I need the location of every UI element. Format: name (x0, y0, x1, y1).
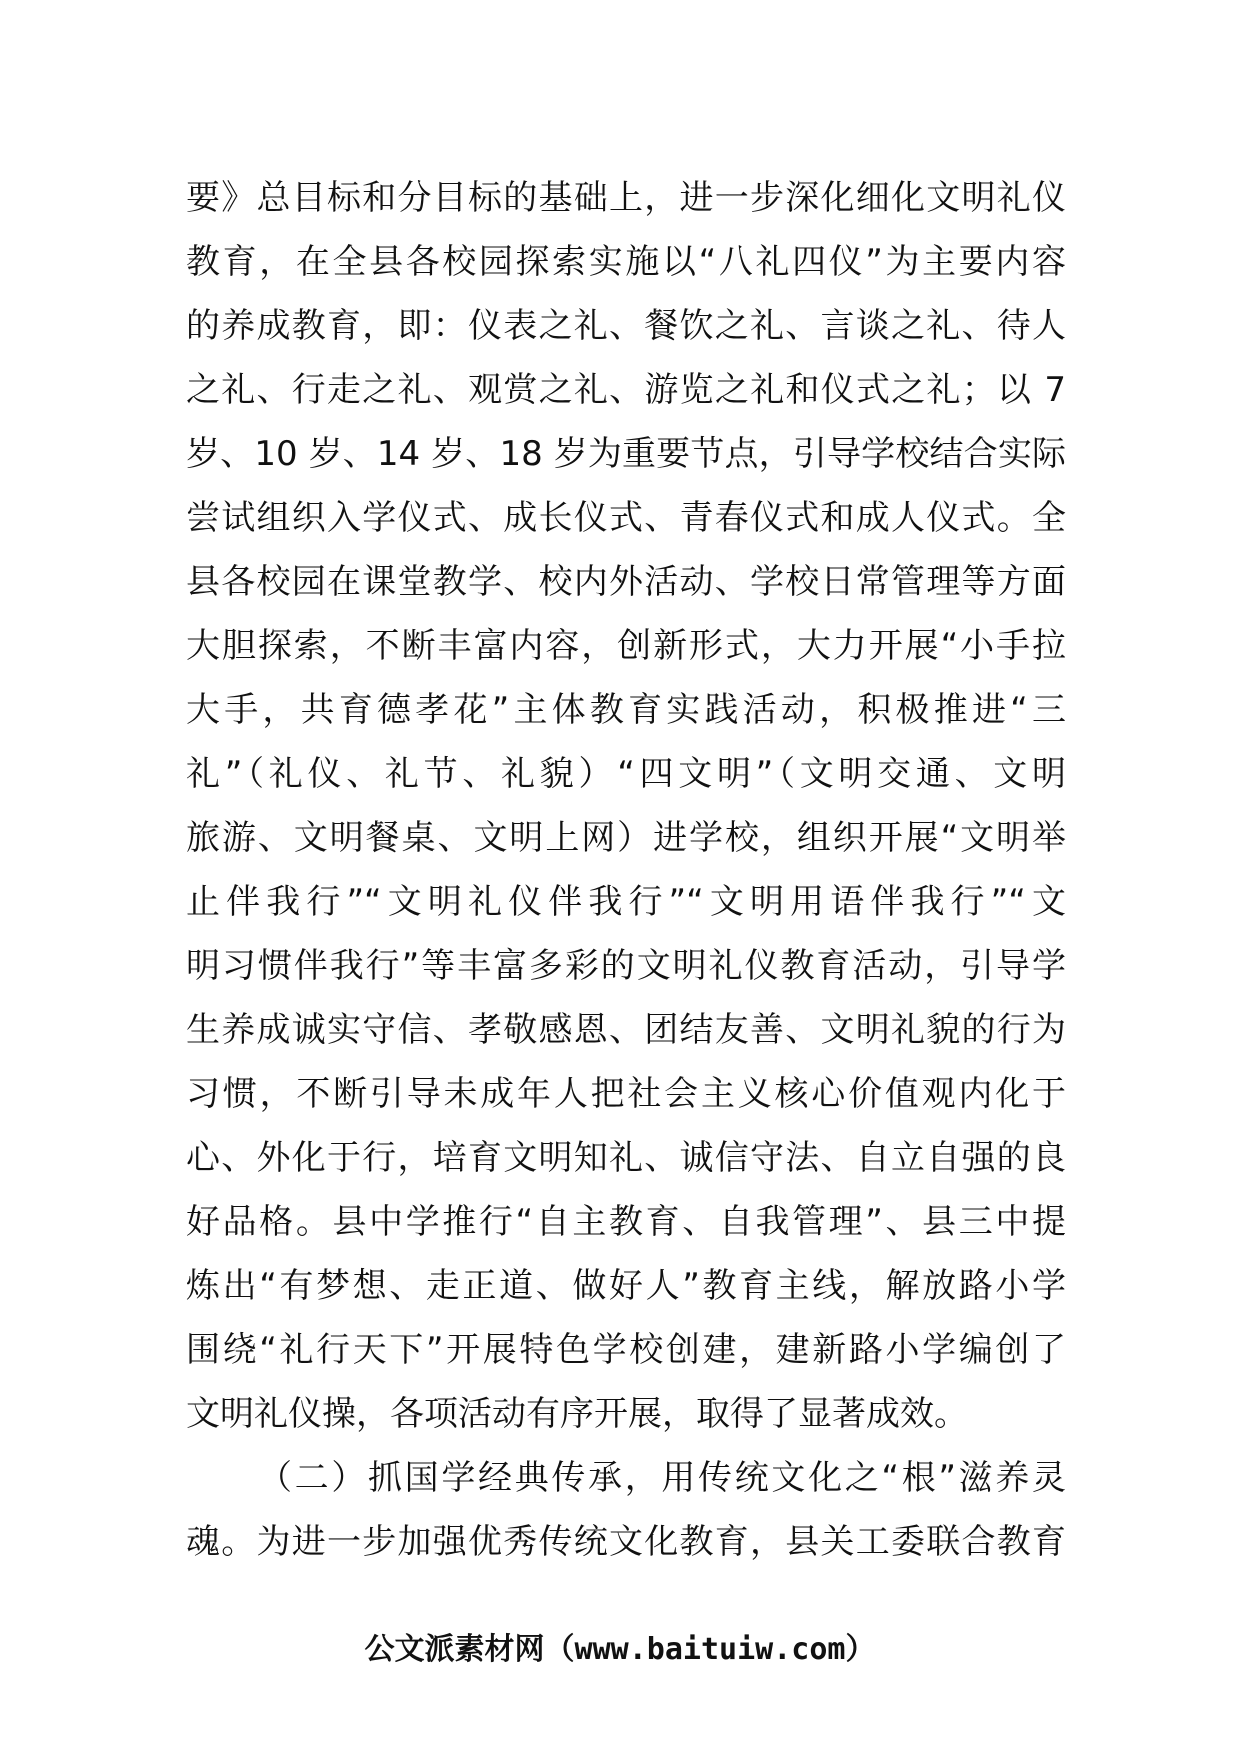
paragraph-line: 围绕“礼行天下”开展特色学校创建，建新路小学编创了 (186, 1330, 1066, 1370)
paragraph-line: 文明礼仪操，各项活动有序开展，取得了显著成效。 (186, 1394, 968, 1434)
paragraph-line: 好品格。县中学推行“自主教育、自我管理”、县三中提 (186, 1202, 1066, 1242)
paragraph-line: 习惯，不断引导未成年人把社会主义核心价值观内化于 (186, 1074, 1066, 1114)
paragraph-line: 心、外化于行，培育文明知礼、诚信守法、自立自强的良 (186, 1138, 1066, 1178)
paragraph-line: 礼”（礼仪、礼节、礼貌）“四文明”（文明交通、文明 (186, 754, 1066, 794)
footer-close-paren: ） (845, 1632, 876, 1667)
paragraph-line: 炼出“有梦想、走正道、做好人”教育主线，解放路小学 (186, 1266, 1066, 1306)
paragraph-line: 大手，共育德孝花”主体教育实践活动，积极推进“三 (186, 690, 1066, 730)
paragraph-line: 岁、10 岁、14 岁、18 岁为重要节点，引导学校结合实际 (186, 434, 1066, 474)
paragraph-line: 尝试组织入学仪式、成长仪式、青春仪式和成人仪式。全 (186, 498, 1066, 538)
paragraph-line: 止伴我行”“文明礼仪伴我行”“文明用语伴我行”“文 (186, 882, 1066, 922)
section-heading-line: （二）抓国学经典传承，用传统文化之“根”滋养灵 (258, 1458, 1066, 1498)
paragraph-line: 教育，在全县各校园探索实施以“八礼四仪”为主要内容 (186, 242, 1066, 282)
footer-site-name: 公文派素材网（ (364, 1632, 575, 1667)
paragraph-line: 大胆探索，不断丰富内容，创新形式，大力开展“小手拉 (186, 626, 1066, 666)
paragraph-line: 旅游、文明餐桌、文明上网）进学校，组织开展“文明举 (186, 818, 1066, 858)
paragraph-line: 明习惯伴我行”等丰富多彩的文明礼仪教育活动，引导学 (186, 946, 1066, 986)
footer-watermark (0, 1630, 1240, 1670)
paragraph-line: 的养成教育，即：仪表之礼、餐饮之礼、言谈之礼、待人 (186, 306, 1066, 346)
paragraph-line: 生养成诚实守信、孝敬感恩、团结友善、文明礼貌的行为 (186, 1010, 1066, 1050)
paragraph-line: 魂。为进一步加强优秀传统文化教育，县关工委联合教育 (186, 1522, 1066, 1562)
paragraph-line: 县各校园在课堂教学、校内外活动、学校日常管理等方面 (186, 562, 1066, 602)
paragraph-line: 要》总目标和分目标的基础上，进一步深化细化文明礼仪 (186, 178, 1066, 218)
footer-url[interactable]: www.baituiw.com (574, 1632, 846, 1667)
paragraph-line: 之礼、行走之礼、观赏之礼、游览之礼和仪式之礼；以 7 (186, 370, 1066, 410)
document-body (186, 166, 1066, 1574)
